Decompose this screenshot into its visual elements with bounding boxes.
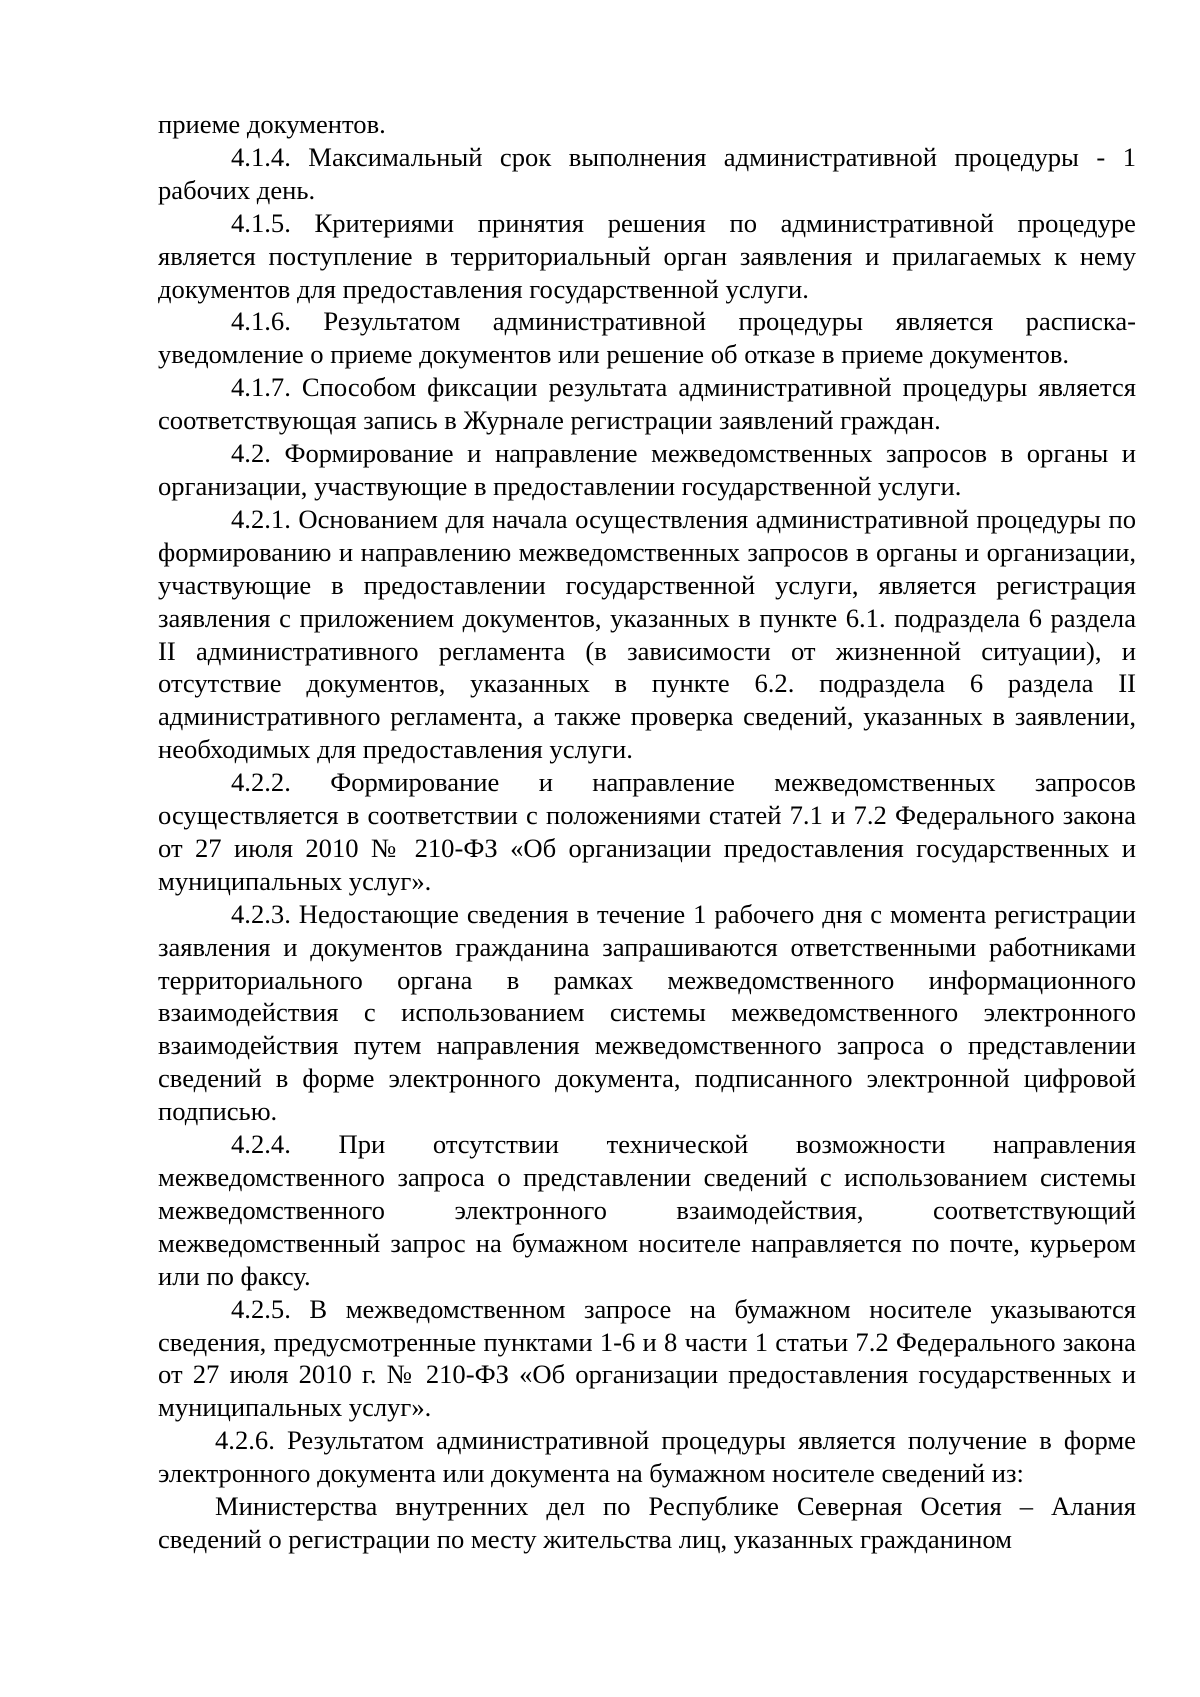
paragraph-4-2-1: 4.2.1. Основанием для начала осуществления административной процедуры по формированию и направлению межведомственных запросов в органы и организации, участвующие в предоставлении государственной услуги, является регистрация заявления с приложением документов, указанных в пункте 6.1. подраздела 6 раздела II административного регламента (в зависимости от жизненной ситуации), и отсутствие документов, указанных в пункте 6.2. подраздела 6 раздела II административного регламента, а также проверка сведений, указанных в заявлении, необходимых для предоставления услуги. <box>158 503 1136 765</box>
paragraph-4-2-5: 4.2.5. В межведомственном запросе на бумажном носителе указываются сведения, предусмотренные пунктами 1-6 и 8 части 1 статьи 7.2 Федерального закона от 27 июля 2010 г. № 210-ФЗ «Об организации предоставления государственных и муниципальных услуг». <box>158 1293 1136 1423</box>
paragraph-4-2-4: 4.2.4. При отсутствии технической возможности направления межведомственного запроса о представлении сведений с использованием системы межведомственного электронного взаимодействия, соответствующий межведомственный запрос на бумажном носителе направляется по почте, курьером или по факсу. <box>158 1129 1136 1291</box>
paragraph-ministry-info: Министерства внутренних дел по Республике Северная Осетия – Алания сведений о регистрации по месту жительства лиц, указанных гражданином <box>158 1491 1136 1554</box>
paragraph-4-1-6: 4.1.6. Результатом административной процедуры является расписка-уведомление о приеме документов или решение об отказе в приеме документов. <box>158 306 1136 370</box>
document-body <box>158 108 1136 1556</box>
paragraph-4-1-4: 4.1.4. Максимальный срок выполнения административной процедуры - 1 рабочих день. <box>158 141 1136 205</box>
paragraph-4-2-2: 4.2.2. Формирование и направление межведомственных запросов осуществляется в соответствии с положениями статей 7.1 и 7.2 Федерального закона от 27 июля 2010 № 210-ФЗ «Об организации предоставления государственных и муниципальных услуг». <box>158 767 1136 896</box>
paragraph-4-2-6: 4.2.6. Результатом административной процедуры является получение в форме электронного документа или документа на бумажном носителе сведений из: <box>158 1425 1136 1489</box>
paragraph-continuation: приеме документов. <box>158 109 386 139</box>
paragraph-4-2: 4.2. Формирование и направление межведомственных запросов в органы и организации, участвующие в предоставлении государственной услуги. <box>158 438 1136 501</box>
paragraph-4-2-3: 4.2.3. Недостающие сведения в течение 1 рабочего дня с момента регистрации заявления и документов гражданина запрашиваются ответственными работниками территориального органа в рамках межведомственного информационного взаимодействия с использованием системы межведомственного электронного взаимодействия путем направления межведомственного запроса о представлении сведений в форме электронного документа, подписанного электронной цифровой подписью. <box>158 898 1136 1127</box>
paragraph-4-1-5: 4.1.5. Критериями принятия решения по административной процедуре является поступление в территориальный орган заявления и прилагаемых к нему документов для предоставления государственной услуги. <box>158 207 1136 304</box>
paragraph-4-1-7: 4.1.7. Способом фиксации результата административной процедуры является соответствующая запись в Журнале регистрации заявлений граждан. <box>158 372 1136 436</box>
